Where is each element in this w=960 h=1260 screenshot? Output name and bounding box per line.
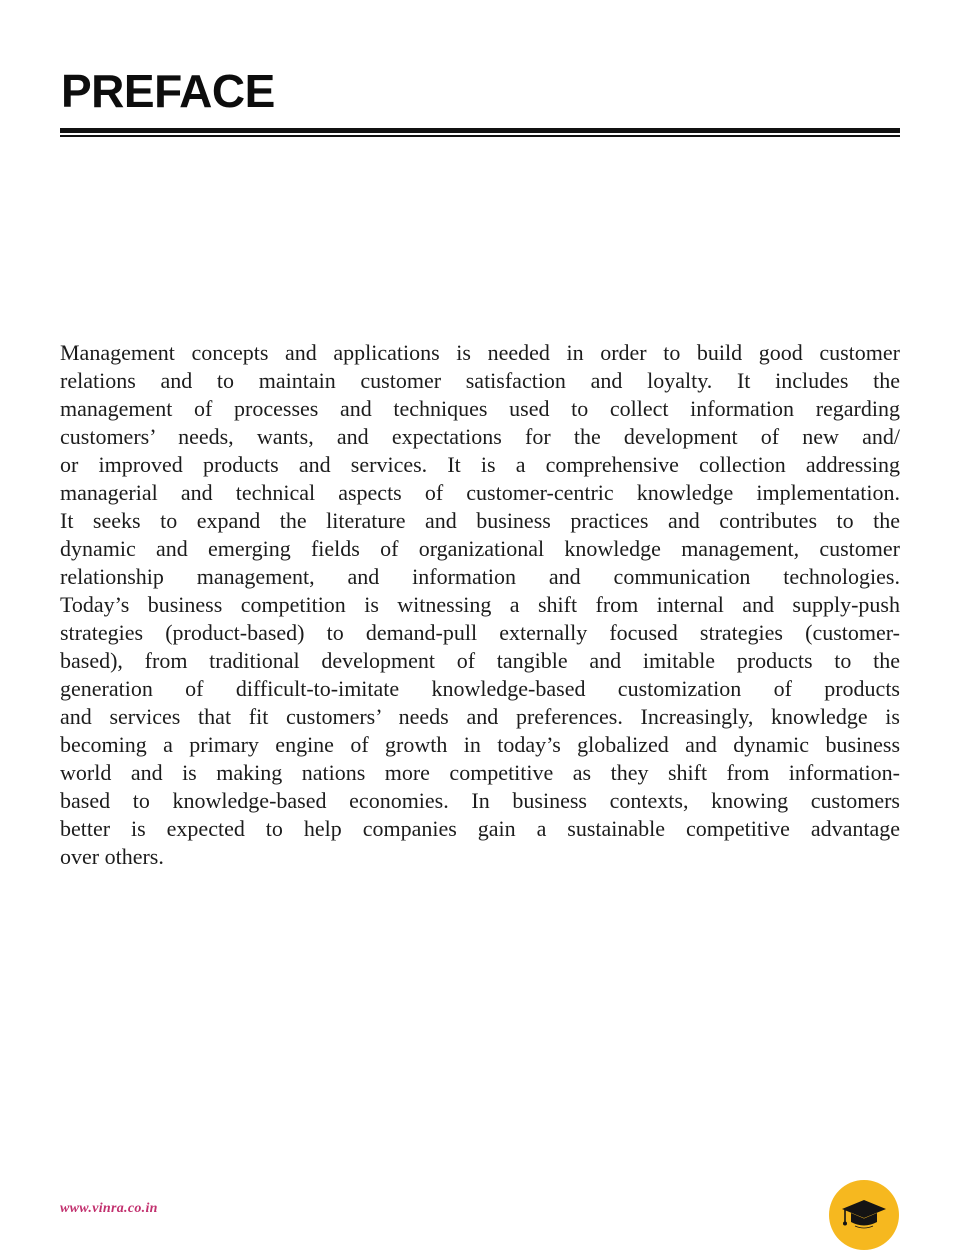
paragraph-line: based to knowledge-based economies. In business contexts, knowing customers bbox=[60, 788, 900, 813]
paragraph-line: dynamic and emerging fields of organizational knowledge management, customer bbox=[60, 536, 900, 561]
graduation-cap-icon bbox=[829, 1180, 899, 1250]
paragraph-line: Management concepts and applications is needed in order to build good customer bbox=[60, 340, 900, 365]
paragraph-line: relations and to maintain customer satisfaction and loyalty. It includes the bbox=[60, 368, 900, 393]
paragraph-line: generation of difficult-to-imitate knowledge-based customization of products bbox=[60, 676, 900, 701]
paragraph-line: Today’s business competition is witnessing a shift from internal and supply-push bbox=[60, 592, 900, 617]
publisher-logo bbox=[829, 1180, 899, 1250]
paragraph-line: and services that fit customers’ needs and preferences. Increasingly, knowledge is bbox=[60, 704, 900, 729]
paragraph-line: customers’ needs, wants, and expectations for the development of new and/ bbox=[60, 424, 900, 449]
paragraph-line: strategies (product-based) to demand-pull externally focused strategies (customer- bbox=[60, 620, 900, 645]
paragraph-line: based), from traditional development of tangible and imitable products to the bbox=[60, 648, 900, 673]
paragraph-line: It seeks to expand the literature and business practices and contributes to the bbox=[60, 508, 900, 533]
paragraph-line: relationship management, and information and communication technologies. bbox=[60, 564, 900, 589]
paragraph-line: managerial and technical aspects of customer-centric knowledge implementation. bbox=[60, 480, 900, 505]
paragraph-line: better is expected to help companies gain a sustainable competitive advantage bbox=[60, 816, 900, 841]
footer-website-link[interactable]: www.vinra.co.in bbox=[60, 1201, 158, 1216]
paragraph-line: management of processes and techniques used to collect information regarding bbox=[60, 396, 900, 421]
preface-paragraph bbox=[60, 339, 900, 871]
page-title: PREFACE bbox=[61, 65, 275, 117]
title-double-rule bbox=[60, 128, 900, 137]
paragraph-line: becoming a primary engine of growth in today’s globalized and dynamic business bbox=[60, 732, 900, 757]
paragraph-line: over others. bbox=[60, 844, 164, 869]
paragraph-line: or improved products and services. It is a comprehensive collection addressing bbox=[60, 452, 900, 477]
paragraph-line: world and is making nations more competitive as they shift from information- bbox=[60, 760, 900, 785]
